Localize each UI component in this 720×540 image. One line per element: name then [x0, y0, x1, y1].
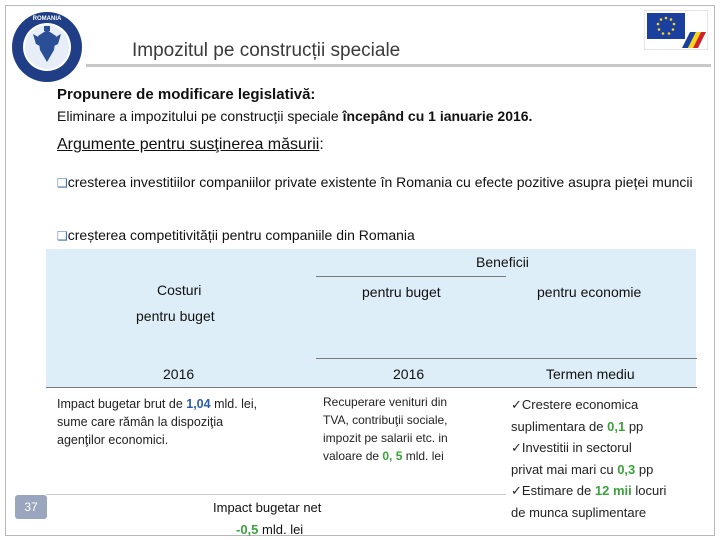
net-impact-unit: mld. lei: [258, 522, 304, 537]
net-impact-value: -0,5: [236, 522, 259, 537]
arguments-heading: [57, 136, 324, 154]
beneficii-divider: [316, 276, 506, 277]
cost-line-1: Impact bugetar brut de 1,04 mld. lei,: [57, 397, 258, 411]
arguments-heading-text: Argumente pentru susţinerea măsurii: [57, 136, 320, 153]
economy-value-2: 0,3: [617, 461, 636, 477]
check-icon: ✓: [511, 397, 522, 412]
proposal-text: [57, 108, 532, 124]
eu-romania-flags-icon: [644, 10, 708, 50]
net-impact-label: Impact bugetar net: [213, 500, 322, 515]
ministry-logo: [10, 10, 84, 84]
economy-item-2: ✓Investitii in sectorul: [511, 440, 632, 455]
benefit-line-2: TVA, contribuţii sociale,: [323, 413, 448, 427]
budget-benefit-description: [323, 393, 448, 465]
proposal-text-plain: Eliminare a impozitului pe construcții speciale: [57, 108, 343, 124]
argument-text-1: cresterea investitiilor companiilor private existente în Romania cu efecte pozitive asupra pieței muncii: [67, 174, 693, 190]
check-icon: ✓: [511, 440, 522, 455]
cost-value: 1,04: [186, 397, 211, 411]
economy-item-1-line2: suplimentara de 0,1 pp: [511, 418, 644, 434]
benefit-value: 0, 5: [382, 449, 403, 463]
page-title: Impozitul pe construcții speciale: [132, 40, 401, 61]
economy-benefits-list: [511, 394, 666, 523]
checkbox-bullet-icon: ❑: [57, 176, 68, 190]
benefit-line-1: Recuperare venituri din: [323, 395, 448, 409]
economy-item-3: ✓Estimare de 12 mii locuri: [511, 483, 667, 498]
cost-line-3: agenţilor economici.: [57, 433, 169, 447]
svg-text:ROMANIA: ROMANIA: [32, 16, 62, 22]
arguments-heading-suffix: :: [319, 136, 324, 153]
economy-value-1: 0,1: [607, 418, 626, 434]
economy-item-3-line2: de munca suplimentare: [511, 504, 647, 520]
costuri-pentru-buget: pentru buget: [136, 308, 215, 324]
checkbox-bullet-icon: ❑: [57, 229, 68, 243]
economy-value-3: 12 mii: [594, 483, 632, 498]
argument-bullet-2: [57, 225, 415, 246]
proposal-heading: Propunere de modificare legislativă:: [57, 86, 316, 103]
page-number: 37: [15, 495, 47, 519]
net-impact-value-row: [236, 522, 303, 537]
col-header-buget: pentru buget: [362, 284, 441, 300]
economy-item-1: ✓Crestere economica: [511, 397, 639, 412]
benefit-line-4: valoare de 0, 5 mld. lei: [323, 449, 444, 463]
check-icon: ✓: [511, 483, 522, 498]
beneficii-label: Beneficii: [476, 254, 529, 270]
col-header-economie: pentru economie: [537, 284, 642, 300]
proposal-text-bold: începând cu 1 ianuarie 2016.: [342, 108, 533, 124]
argument-bullet-1: [57, 172, 717, 193]
cost-description: [57, 395, 257, 449]
title-divider: [86, 64, 711, 67]
table-header-bottom-rule: [46, 387, 697, 388]
year-row-divider-right: [316, 358, 697, 359]
term-right: Termen mediu: [546, 366, 635, 382]
costuri-label: Costuri: [157, 282, 202, 298]
benefit-line-3: impozit pe salarii etc. in: [323, 431, 448, 445]
year-left: 2016: [163, 366, 195, 382]
argument-text-2: creșterea competitivității pentru companiile din Romania: [67, 227, 415, 243]
year-mid: 2016: [393, 366, 425, 382]
cost-line-2: sume care rămân la dispoziţia: [57, 415, 224, 429]
net-impact-divider: [46, 494, 506, 495]
economy-item-2-line2: privat mai mari cu 0,3 pp: [511, 461, 654, 477]
